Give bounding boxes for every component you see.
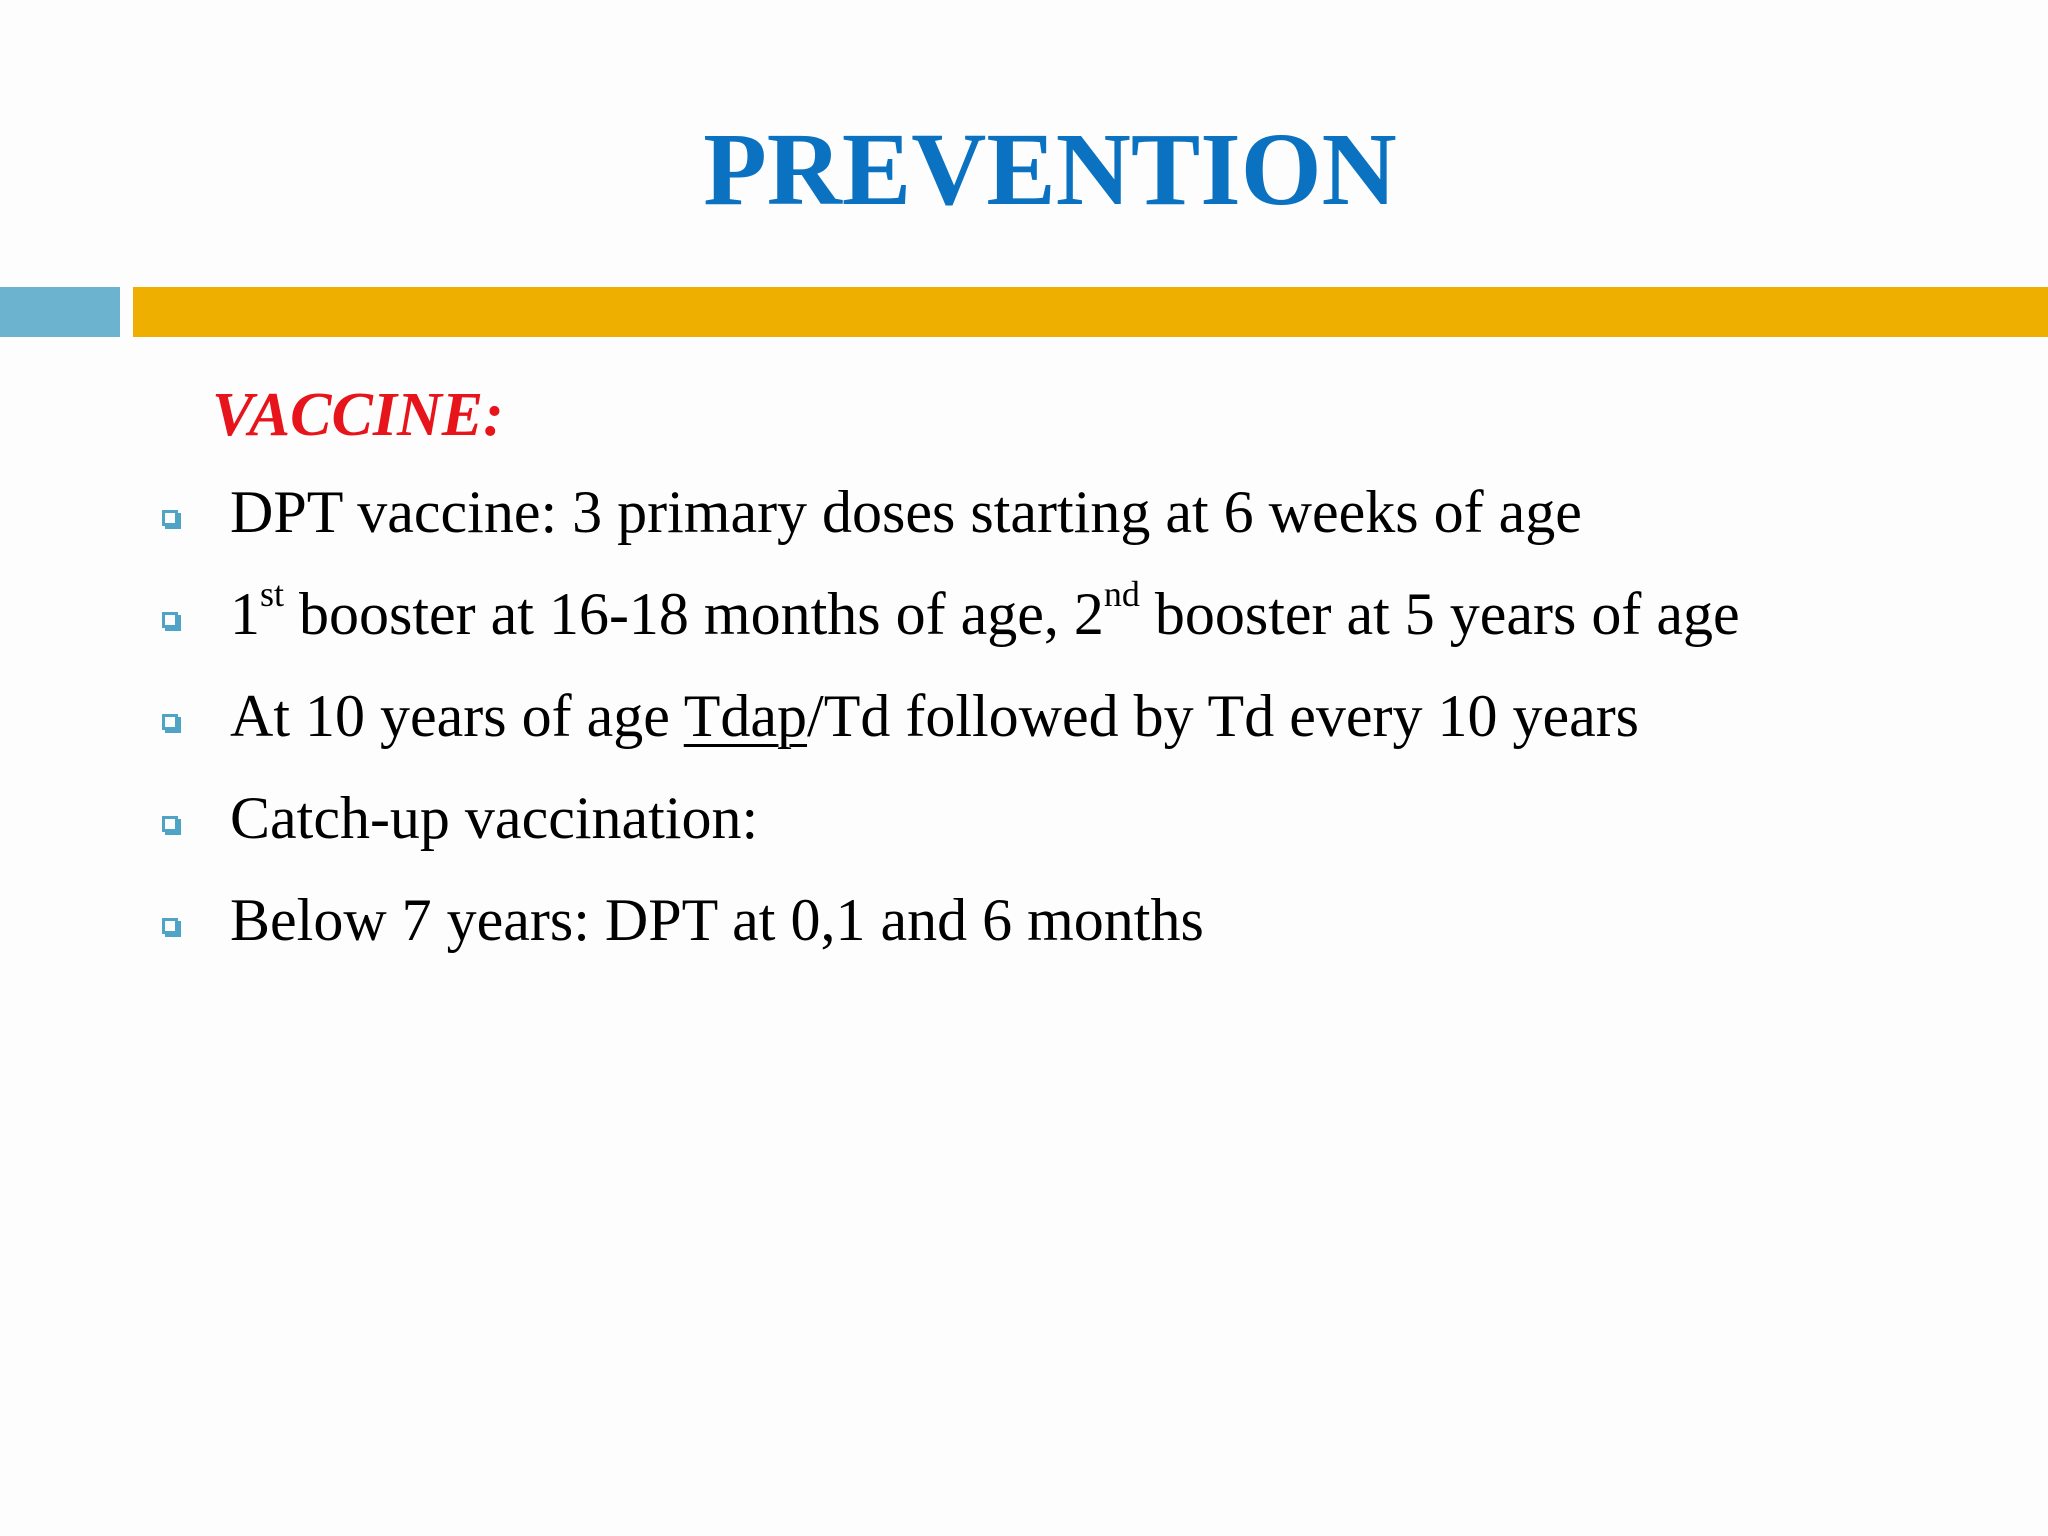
bullet-text: Catch-up vaccination:: [230, 785, 759, 851]
square-bullet-icon: [162, 714, 178, 730]
slide-title: PREVENTION: [703, 112, 1397, 227]
ordinal-suffix: st: [260, 574, 285, 614]
section-heading: VACCINE:: [212, 381, 504, 449]
underlined-term: Tdap: [683, 683, 808, 749]
bullet-item: [150, 776, 1970, 860]
ordinal-suffix: nd: [1103, 574, 1140, 614]
bullet-text-part: /Td followed by Td every 10 years: [807, 683, 1640, 749]
square-bullet-icon: [162, 612, 178, 628]
square-bullet-icon: [162, 816, 178, 832]
bullet-item: [150, 470, 1970, 554]
accent-bar-left: [0, 287, 120, 337]
bullet-item: [150, 878, 1970, 962]
bullet-item: [150, 674, 1970, 758]
accent-bar-right: [133, 287, 2048, 337]
bullet-text-part: booster at 5 years of age: [1139, 581, 1740, 647]
bullet-list: [150, 470, 1970, 980]
bullet-text: DPT vaccine: 3 primary doses starting at 6 weeks of age: [230, 479, 1582, 545]
square-bullet-icon: [162, 918, 178, 934]
square-bullet-icon: [162, 510, 178, 526]
bullet-item: [150, 572, 1970, 656]
bullet-text-part: 1: [230, 581, 260, 647]
bullet-text: Below 7 years: DPT at 0,1 and 6 months: [230, 887, 1204, 953]
bullet-text-part: booster at 16-18 months of age, 2: [284, 581, 1104, 647]
bullet-text-part: At 10 years of age: [230, 683, 684, 749]
